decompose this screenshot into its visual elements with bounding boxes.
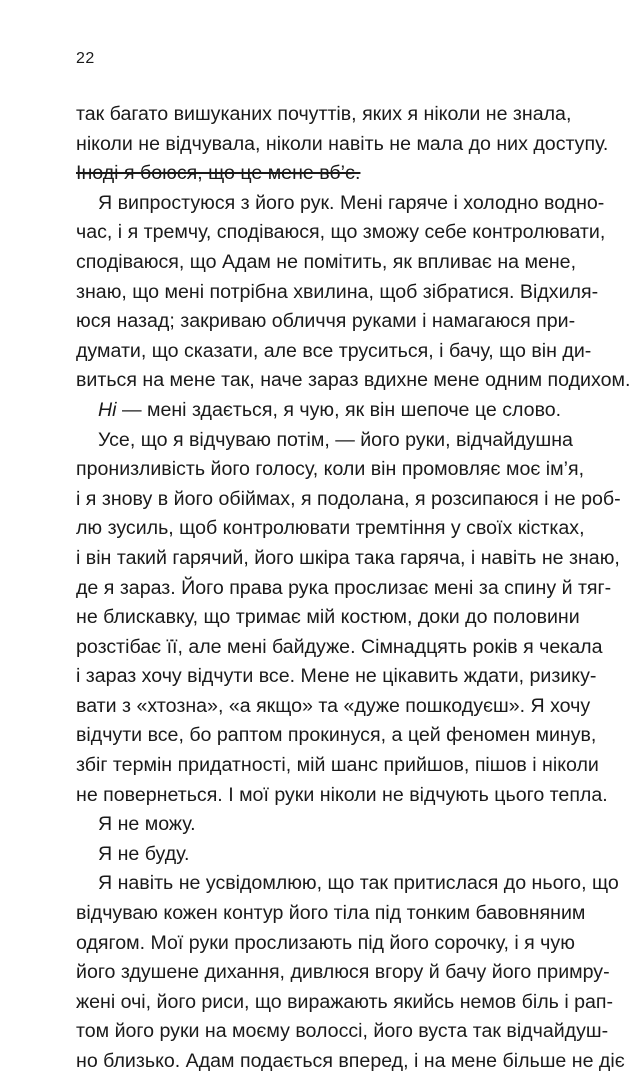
line-text: відчути все, бо раптом прокинуся, а цей феномен минув,	[76, 724, 597, 747]
line-text: і він такий гарячий, його шкіра така гаряча, і навіть не знаю,	[76, 546, 620, 569]
text-line	[76, 869, 619, 899]
text-line	[76, 574, 612, 604]
text-line	[76, 366, 630, 396]
text-line	[76, 692, 591, 722]
line-text: розстібає її, але мені байдуже. Сімнадцять років я чекала	[76, 635, 603, 658]
line-text: том його руки на моєму волоссі, його вуста так відчайдуш-	[76, 1020, 609, 1043]
line-text: Я навіть не усвідомлюю, що так притислася до нього, що	[98, 872, 619, 895]
line-text: Я не буду.	[98, 842, 190, 865]
text-line	[76, 781, 608, 811]
text-line	[76, 189, 605, 219]
line-text: одягом. Мої руки прослизають під його сорочку, і я чую	[76, 931, 575, 954]
line-text: юся назад; закриваю обличчя руками і намагаюся при-	[76, 310, 576, 333]
text-line	[76, 1017, 609, 1047]
text-line	[76, 603, 580, 633]
line-text: час, і я тремчу, сподіваюся, що зможу себе контролювати,	[76, 221, 606, 244]
line-text: Я випростуюся з його рук. Мені гаряче і холодно водно-	[98, 191, 605, 214]
line-text: пронизливість його голосу, коли він промовляє моє ім’я,	[76, 458, 585, 481]
line-text: так багато вишуканих почуттів, яких я ніколи не знала,	[76, 103, 572, 125]
line-text: не блискавку, що тримає мій костюм, доки до половини	[76, 606, 580, 629]
line-text: сподіваюся, що Адам не помітить, як впливає на мене,	[76, 250, 577, 273]
text-line	[76, 929, 575, 959]
struck-text: Іноді я боюся, що це мене вб’є.	[76, 162, 361, 185]
line-text: жені очі, його риси, що виражають якийсь немов біль і рап-	[76, 990, 614, 1013]
line-text: і зараз хочу відчути все. Мене не цікавить ждати, ризику-	[76, 665, 597, 688]
text-line	[76, 544, 620, 574]
text-line	[76, 396, 562, 426]
line-text: де я зараз. Його права рука прослизає мені за спину й тяг-	[76, 576, 612, 599]
text-line	[76, 159, 534, 189]
line-text: думати, що сказати, але все труситься, і бачу, що він ди-	[76, 339, 592, 362]
line-text: но близько. Адам подається вперед, і на мене більше не діє	[76, 1050, 625, 1072]
text-line	[76, 958, 610, 988]
text-line	[76, 514, 585, 544]
body-text	[76, 100, 630, 1077]
text-line	[76, 840, 534, 870]
text-line	[76, 218, 606, 248]
line-text: його здушене дихання, дивлюся вгору й бачу його примру-	[76, 961, 610, 984]
line-text: виться на мене так, наче зараз вдихне мене одним подихом.	[76, 369, 630, 392]
text-line	[76, 426, 573, 456]
text-line	[76, 633, 603, 663]
line-text: вати з «хтозна», «а якщо» та «дуже пошкодуєш». Я хочу	[76, 694, 591, 717]
text-line	[76, 100, 572, 130]
line-text: Я не можу.	[98, 813, 196, 836]
text-line	[76, 307, 576, 337]
line-text: знаю, що мені потрібна хвилина, щоб зібратися. Відхиля-	[76, 280, 599, 303]
line-text: і я знову в його обіймах, я подолана, я розсипаюся і не роб-	[76, 487, 621, 510]
italic-word: Ні	[98, 398, 117, 421]
text-line	[76, 721, 597, 751]
line-text: відчуваю кожен контур його тіла під тонким бавовняним	[76, 902, 586, 925]
text-line	[76, 810, 534, 840]
text-line	[76, 248, 577, 278]
line-text: ніколи не відчувала, ніколи навіть не мала до них доступу.	[76, 132, 609, 155]
text-line	[76, 455, 585, 485]
line-text: не повернеться. І мої руки ніколи не відчують цього тепла.	[76, 783, 608, 806]
line-text: — мені здається, я чую, як він шепоче це слово.	[116, 398, 562, 421]
text-line	[76, 988, 614, 1018]
text-line	[76, 751, 599, 781]
page-number: 22	[76, 50, 95, 67]
line-text: лю зусиль, щоб контролювати тремтіння у своїх кістках,	[76, 517, 585, 540]
text-line	[76, 899, 586, 929]
text-line	[76, 662, 597, 692]
text-line	[76, 130, 609, 160]
text-line	[76, 278, 599, 308]
line-text: збіг термін придатності, мій шанс прийшов, пішов і ніколи	[76, 754, 599, 777]
text-line	[76, 485, 621, 515]
text-line	[76, 1047, 625, 1077]
text-line	[76, 337, 592, 367]
line-text: Усе, що я відчуваю потім, — його руки, відчайдушна	[98, 428, 573, 451]
